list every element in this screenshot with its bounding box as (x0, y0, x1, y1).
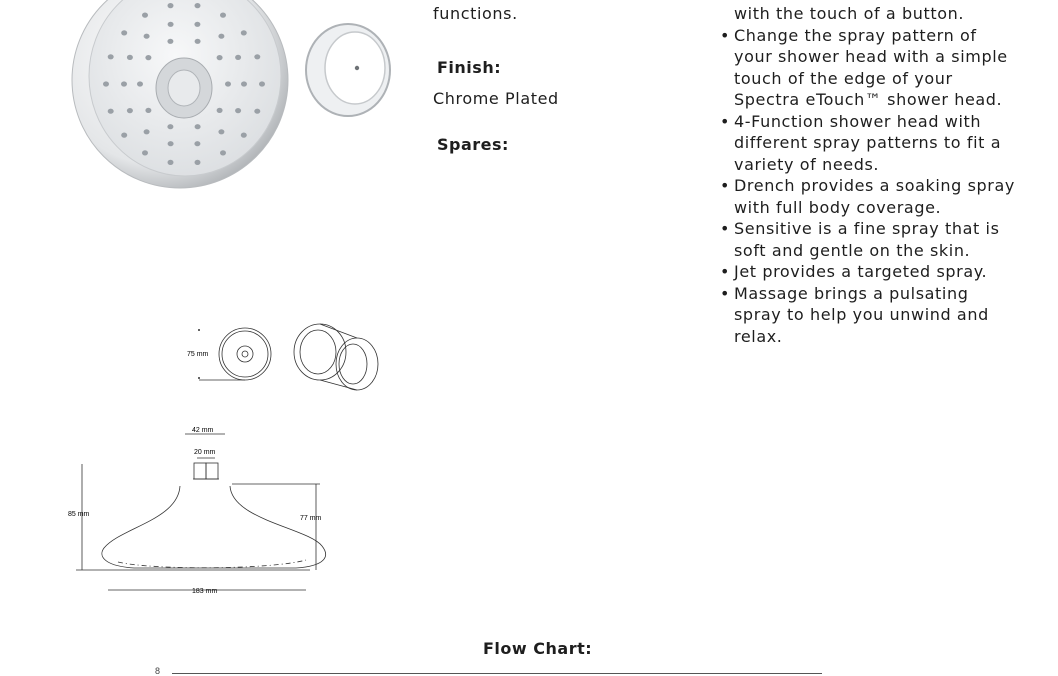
nozzle-dot (167, 39, 173, 44)
nozzle-dot (121, 30, 127, 35)
nozzle-dot (195, 39, 201, 44)
feature-item (720, 283, 1050, 348)
nozzle-dot (194, 22, 200, 27)
nozzle-dot (218, 34, 224, 39)
features-list (720, 3, 1050, 347)
nozzle-dot (220, 13, 226, 18)
nozzle-dot (218, 129, 224, 134)
feature-line: spray to help you unwind and (734, 305, 989, 324)
nozzle-dot (195, 160, 201, 165)
nozzle-dot (217, 108, 223, 113)
flow-chart-gridline (172, 673, 822, 674)
nozzle-dot (145, 55, 151, 60)
features-top-line: with the touch of a button. (734, 4, 965, 23)
nozzle-dot (225, 81, 231, 86)
intro-text-tail: functions. (433, 4, 518, 23)
remote-button-image (300, 18, 395, 123)
nozzle-dot (144, 34, 150, 39)
feature-line: • Change the spray pattern of (734, 25, 977, 45)
feature-line: soft and gentle on the skin. (734, 240, 971, 260)
feature-line: different spray patterns to fit a (734, 133, 1002, 152)
remote-technical-drawing (185, 318, 390, 400)
feature-line: • Sensitive is a fine spray that is (734, 219, 1000, 238)
feature-item (720, 25, 1050, 111)
feature-line: variety of needs. (734, 154, 880, 174)
nozzle-dot (167, 124, 173, 129)
nozzle-dot (220, 150, 226, 155)
nozzle-dot (195, 124, 201, 129)
finish-value: Chrome Plated (433, 89, 559, 108)
feature-line: • Massage brings a pulsating (734, 283, 969, 303)
nozzle-dot (241, 133, 247, 138)
feature-line: • 4-Function shower head with (734, 111, 982, 131)
nozzle-dot (121, 133, 127, 138)
feature-item (720, 218, 1050, 261)
nozzle-dot (127, 108, 133, 113)
feature-line: • Drench provides a soaking spray (734, 176, 1015, 195)
feature-line: • Jet provides a targeted spray. (734, 262, 988, 281)
shower-head-side-drawing (60, 420, 345, 600)
feature-line: relax. (734, 326, 783, 346)
nozzle-dot (168, 22, 174, 27)
nozzle-dot (195, 3, 201, 8)
nozzle-dot (168, 160, 174, 165)
dim-width-neck: 20 mm (194, 449, 216, 456)
nozzle-dot (254, 109, 260, 114)
features-bullets (720, 25, 1050, 348)
nozzle-dot (142, 13, 148, 18)
flow-chart-axis-tick: 8 (155, 666, 161, 676)
remote-dim-label: 75 mm (187, 351, 209, 358)
feature-line: with full body coverage. (734, 197, 942, 217)
nozzle-dot (235, 55, 241, 60)
nozzle-dot (108, 109, 114, 114)
nozzle-dot (142, 150, 148, 155)
finish-heading: Finish: (437, 58, 502, 77)
nozzle-dot (168, 141, 174, 146)
feature-line: your shower head with a simple (734, 47, 1008, 66)
nozzle-dot (168, 3, 174, 8)
feature-item (720, 261, 1050, 283)
dim-height-total: 85 mm (68, 511, 90, 518)
nozzle-dot (254, 54, 260, 59)
nozzle-dot (217, 55, 223, 60)
flow-chart-heading: Flow Chart: (483, 639, 593, 658)
dim-diameter: 183 mm (192, 588, 218, 595)
feature-item (720, 111, 1050, 176)
spares-heading: Spares: (437, 135, 509, 154)
nozzle-dot (235, 108, 241, 113)
nozzle-dot (194, 141, 200, 146)
feature-line: Spectra eTouch™ shower head. (734, 90, 1003, 109)
nozzle-dot (145, 108, 151, 113)
nozzle-dot (241, 81, 247, 86)
nozzle-dot (259, 81, 265, 86)
feature-item (720, 175, 1050, 218)
nozzle-dot (103, 81, 109, 86)
nozzle-dot (144, 129, 150, 134)
nozzle-dot (121, 81, 127, 86)
nozzle-dot (241, 30, 247, 35)
nozzle-dot (137, 81, 143, 86)
nozzle-dot (108, 54, 114, 59)
shower-head-product-image (60, 0, 300, 195)
feature-line: touch of the edge of your (734, 68, 953, 88)
nozzle-dot (127, 55, 133, 60)
dim-width-top: 42 mm (192, 427, 214, 434)
dim-height-head: 77 mm (300, 515, 322, 522)
